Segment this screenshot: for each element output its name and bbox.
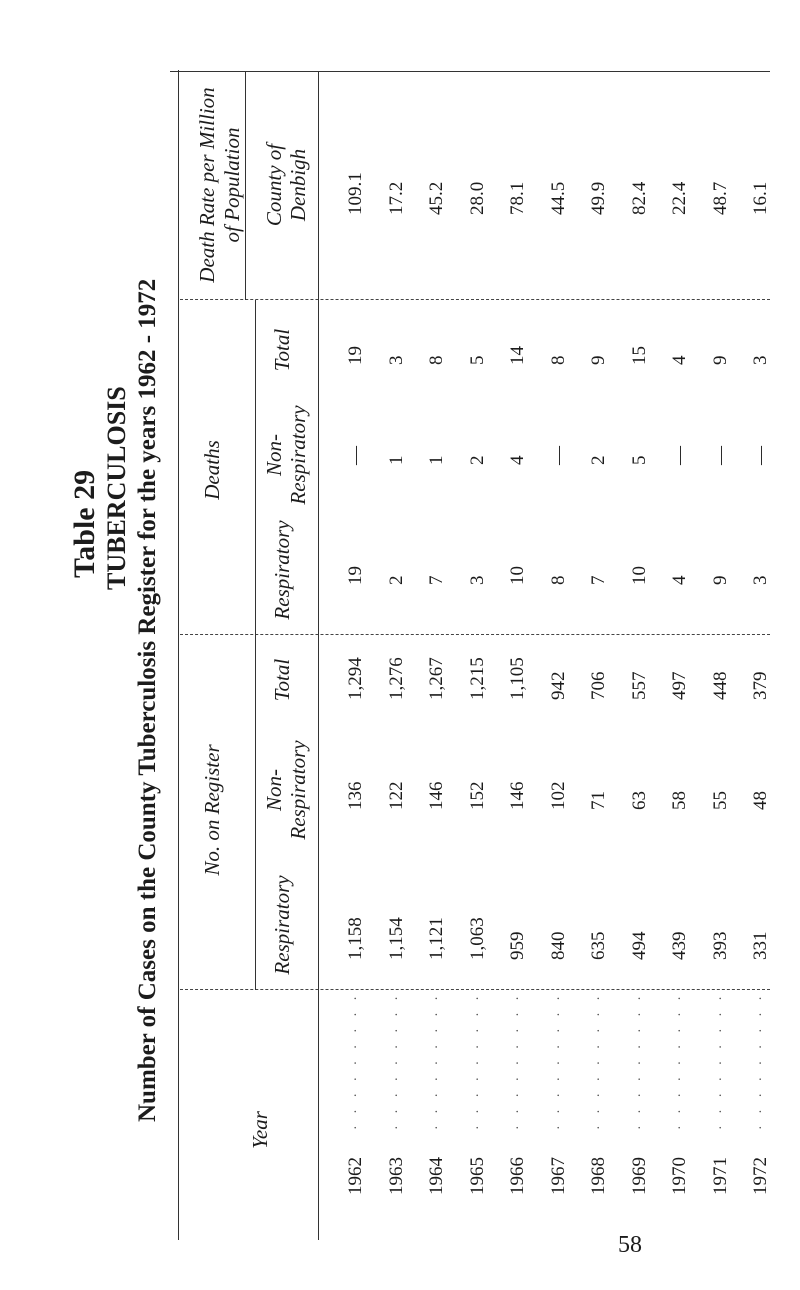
register-nonrespiratory-cell: 71	[588, 791, 609, 810]
deaths-nonrespiratory-cell: —	[750, 446, 771, 465]
register-total-cell: 1,276	[385, 657, 407, 700]
register-respiratory-cell: 1,063	[466, 917, 488, 960]
register-respiratory-cell: 494	[628, 931, 650, 960]
divider-year-register	[180, 989, 770, 990]
deaths-total-cell: 9	[588, 355, 609, 365]
register-respiratory-cell: 1,158	[345, 917, 366, 960]
register-total-cell: 706	[588, 671, 609, 700]
deaths-nonrespiratory-cell: 2	[466, 455, 488, 465]
deaths-respiratory-cell: 7	[426, 575, 447, 585]
deaths-respiratory-cell: 10	[507, 566, 528, 585]
header-deaths-nonresp-2: Respiratory	[286, 405, 310, 505]
register-respiratory-cell: 331	[750, 931, 771, 960]
death-rate-cell: 45.2	[426, 181, 447, 215]
table-top-rule	[178, 70, 179, 1240]
register-nonrespiratory-cell: 48	[750, 791, 771, 810]
register-respiratory-cell: 1,121	[426, 917, 447, 960]
deaths-respiratory-cell: 3	[466, 575, 488, 585]
deaths-total-cell: 5	[466, 355, 488, 365]
register-nonrespiratory-cell: 102	[547, 781, 569, 810]
leader-dots: · · · · · · · · ·	[754, 992, 769, 1130]
deaths-nonrespiratory-cell: —	[547, 446, 569, 465]
header-register-respiratory: Respiratory	[270, 875, 294, 975]
header-death-rate-2: of Population	[220, 127, 244, 243]
year-cell: 1966	[507, 1157, 528, 1195]
deaths-respiratory-cell: 3	[750, 575, 771, 585]
register-nonrespiratory-cell: 146	[507, 781, 528, 810]
register-total-cell: 1,267	[426, 657, 447, 700]
register-total-cell: 379	[750, 671, 771, 700]
deaths-respiratory-cell: 8	[547, 575, 569, 585]
death-rate-cell: 16.1	[750, 181, 771, 215]
death-rate-cell: 17.2	[385, 181, 407, 215]
year-cell: 1968	[588, 1157, 609, 1195]
register-respiratory-cell: 959	[507, 931, 528, 960]
death-rate-cell: 22.4	[669, 181, 690, 215]
deaths-respiratory-cell: 9	[709, 575, 731, 585]
register-respiratory-cell: 635	[588, 931, 609, 960]
register-respiratory-cell: 393	[709, 931, 731, 960]
table-name: TUBERCULOSIS	[102, 386, 131, 590]
death-rate-cell: 82.4	[628, 181, 650, 215]
subhead-rule-rate	[245, 72, 246, 300]
register-nonrespiratory-cell: 152	[466, 781, 488, 810]
death-rate-cell: 109.1	[345, 172, 366, 215]
register-total-cell: 1,294	[345, 657, 366, 700]
header-deaths: Deaths	[200, 440, 224, 500]
deaths-nonrespiratory-cell: —	[669, 446, 690, 465]
deaths-respiratory-cell: 2	[385, 575, 407, 585]
year-cell: 1963	[385, 1157, 407, 1195]
deaths-nonrespiratory-cell: —	[709, 446, 731, 465]
death-rate-cell: 78.1	[507, 181, 528, 215]
deaths-total-cell: 9	[709, 355, 731, 365]
table-caption: Number of Cases on the County Tuberculosis Register for the years 1962 - 1972	[134, 278, 161, 1122]
header-deaths-nonresp-1: Non-	[262, 434, 286, 476]
death-rate-cell: 48.7	[709, 181, 731, 215]
header-county-1: County of	[262, 143, 286, 227]
leader-dots: · · · · · · · · ·	[632, 992, 648, 1130]
leader-dots: · · · · · · · · ·	[511, 992, 526, 1130]
deaths-total-cell: 3	[385, 355, 407, 365]
leader-dots: · · · · · · · · ·	[592, 992, 607, 1130]
header-county-2: Denbigh	[286, 148, 310, 222]
header-register-total: Total	[270, 658, 294, 702]
deaths-nonrespiratory-cell: 5	[628, 455, 650, 465]
deaths-total-cell: 8	[547, 355, 569, 365]
leader-dots: · · · · · · · · ·	[673, 992, 688, 1130]
deaths-total-cell: 14	[507, 346, 528, 365]
leader-dots: · · · · · · · · ·	[713, 992, 729, 1130]
register-respiratory-cell: 840	[547, 931, 569, 960]
deaths-total-cell: 8	[426, 355, 447, 365]
register-nonrespiratory-cell: 58	[669, 791, 690, 810]
leader-dots: · · · · · · · · ·	[551, 992, 567, 1130]
header-death-rate-1: Death Rate per Million	[195, 87, 219, 283]
leader-dots: · · · · · · · · ·	[430, 992, 445, 1130]
deaths-nonrespiratory-cell: —	[345, 446, 366, 465]
register-total-cell: 557	[628, 671, 650, 700]
register-total-cell: 1,215	[466, 657, 488, 700]
register-nonrespiratory-cell: 136	[345, 781, 366, 810]
header-no-on-register: No. on Register	[200, 744, 224, 876]
register-total-cell: 497	[669, 671, 690, 700]
header-register-nonresp-2: Respiratory	[286, 740, 310, 840]
deaths-respiratory-cell: 10	[628, 566, 650, 585]
leader-dots: · · · · · · · · ·	[349, 992, 364, 1130]
year-cell: 1967	[547, 1157, 569, 1195]
deaths-total-cell: 15	[628, 346, 650, 365]
deaths-respiratory-cell: 7	[588, 575, 609, 585]
header-register-nonresp-1: Non-	[262, 769, 286, 811]
death-rate-cell: 49.9	[588, 181, 609, 215]
deaths-nonrespiratory-cell: 1	[385, 455, 407, 465]
deaths-nonrespiratory-cell: 1	[426, 455, 447, 465]
deaths-total-cell: 3	[750, 355, 771, 365]
death-rate-cell: 28.0	[466, 181, 488, 215]
header-deaths-respiratory: Respiratory	[270, 520, 294, 620]
register-total-cell: 1,105	[507, 657, 528, 700]
deaths-respiratory-cell: 4	[669, 575, 690, 585]
register-total-cell: 448	[709, 671, 731, 700]
death-rate-cell: 44.5	[547, 181, 569, 215]
header-year: Year	[248, 1111, 272, 1149]
deaths-nonrespiratory-cell: 4	[507, 455, 528, 465]
register-nonrespiratory-cell: 55	[709, 791, 731, 810]
year-cell: 1962	[345, 1157, 366, 1195]
leader-dots: · · · · · · · · ·	[389, 992, 405, 1130]
year-cell: 1969	[628, 1157, 650, 1195]
header-bottom-rule	[318, 72, 319, 1240]
deaths-total-cell: 19	[345, 346, 366, 365]
year-cell: 1964	[426, 1157, 447, 1195]
header-deaths-total: Total	[270, 328, 294, 372]
divider-deaths-rate	[180, 299, 770, 300]
year-cell: 1971	[709, 1157, 731, 1195]
subhead-rule-deaths	[255, 300, 256, 635]
register-nonrespiratory-cell: 146	[426, 781, 447, 810]
year-cell: 1970	[669, 1157, 690, 1195]
year-cell: 1965	[466, 1157, 488, 1195]
table-left-rule	[170, 71, 770, 72]
register-total-cell: 942	[547, 671, 569, 700]
register-respiratory-cell: 439	[669, 931, 690, 960]
deaths-nonrespiratory-cell: 2	[588, 455, 609, 465]
deaths-respiratory-cell: 19	[345, 566, 366, 585]
year-cell: 1972	[750, 1157, 771, 1195]
divider-register-deaths	[180, 634, 770, 635]
deaths-total-cell: 4	[669, 355, 690, 365]
register-nonrespiratory-cell: 63	[628, 791, 650, 810]
table-label: Table 29	[68, 469, 101, 578]
register-nonrespiratory-cell: 122	[385, 781, 407, 810]
register-respiratory-cell: 1,154	[385, 917, 407, 960]
leader-dots: · · · · · · · · ·	[470, 992, 486, 1130]
page-number-footer: 58	[618, 1232, 642, 1258]
subhead-rule-register	[255, 635, 256, 990]
